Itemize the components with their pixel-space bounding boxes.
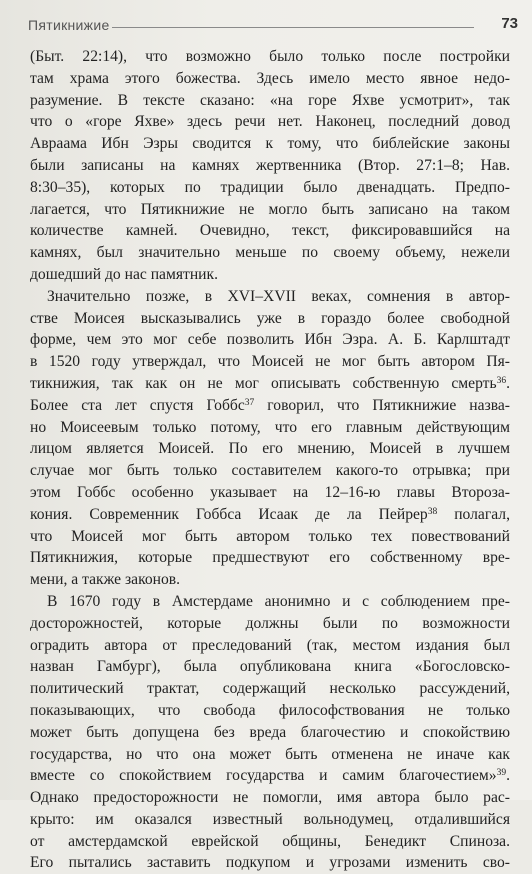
text-line <box>30 656 510 678</box>
text-line <box>30 308 510 330</box>
text-line-content: в 1520 году утверждал, что Моисей не мог быть автором Пя- <box>30 353 510 371</box>
text-line-content: Более ста лет спустя Гоббс <box>30 396 245 414</box>
text-line <box>30 155 510 177</box>
text-line-content: были записаны на камнях жертвенника (Втор. 27:1–8; Нав. <box>30 156 510 174</box>
text-line <box>30 177 510 199</box>
text-line-content: что Моисей мог быть автором только тех повествований <box>30 527 510 545</box>
footnote-marker: 38 <box>427 506 438 517</box>
text-line <box>30 482 510 504</box>
text-line <box>30 526 510 548</box>
text-line <box>30 852 510 874</box>
text-line <box>30 395 510 417</box>
text-line-content: разумение. В тексте сказано: «на горе Яхве усмотрит», так <box>30 91 510 109</box>
text-line-content: (Быт. 22:14), что возможно было только после постройки <box>30 48 510 65</box>
running-title: Пятикнижие <box>28 17 110 33</box>
text-line-content: стве Моисея высказывались уже в гораздо более свободной <box>30 309 510 327</box>
text-line-content: вместе со спокойствием государства и самим благочестием» <box>30 767 497 785</box>
page-number: 73 <box>501 15 518 32</box>
text-line <box>30 569 510 591</box>
text-line <box>30 264 510 286</box>
text-line <box>30 831 510 853</box>
text-line <box>30 220 510 242</box>
text-line <box>30 765 510 787</box>
text-line-content: камнях, был значительно меньше по своему объему, нежели <box>30 244 510 262</box>
text-line <box>30 678 510 700</box>
text-line-content: государства, но что она может быть отменена не иначе как <box>30 745 510 763</box>
text-line-content: мени, а также законов. <box>30 571 181 589</box>
footnote-marker: 36 <box>496 375 507 386</box>
text-line-content: Пятикнижия, которые предшествуют его собственному вре- <box>30 549 510 567</box>
text-line <box>30 635 510 657</box>
text-line <box>30 199 510 221</box>
text-line <box>30 46 510 68</box>
text-line <box>30 787 510 809</box>
text-line-content: там храма этого божества. Здесь имело место явное недо- <box>30 69 510 87</box>
text-line <box>30 68 510 90</box>
text-line <box>30 242 510 264</box>
text-line-content: Однако предосторожности не помогли, имя автора было рас- <box>30 789 510 807</box>
text-line <box>30 133 510 155</box>
text-line <box>30 809 510 831</box>
text-line-content: кония. Современник Гоббса Исаак де ла Пейрер <box>30 505 428 523</box>
text-line-content: оградить автора от преследований (так, местом издания был <box>30 636 510 654</box>
text-line-content: этом Гоббс особенно указывает на 12–16-ю главы Второза- <box>30 483 510 501</box>
running-header <box>28 17 518 39</box>
text-line-continuation: полагал, <box>437 505 510 523</box>
text-line <box>30 700 510 722</box>
text-line-continuation: . <box>506 767 510 785</box>
text-line-content: случае мог быть только составителем какого-то отрывка; при <box>30 462 510 480</box>
text-line-content: досторожностей, которые должны были по возможности <box>30 614 510 632</box>
footnote-marker: 37 <box>244 397 255 408</box>
text-line-continuation: говорил, что Пятикнижие назва- <box>254 396 510 414</box>
text-line <box>30 111 510 133</box>
text-line-content: крыто: им оказался известный вольнодумец, отдалившийся <box>30 810 510 828</box>
text-line <box>30 286 510 308</box>
text-line <box>30 329 510 351</box>
text-line-content: форме, чем это мог себе позволить Ибн Эзра. А. Б. Карлштадт <box>30 331 510 349</box>
text-line <box>30 438 510 460</box>
text-line-content: дошедший до нас памятник. <box>30 265 218 283</box>
text-line-content: политический трактат, содержащий несколько рассуждений, <box>30 680 510 698</box>
text-line <box>30 460 510 482</box>
text-line <box>30 417 510 439</box>
text-line <box>30 591 510 613</box>
text-line <box>30 613 510 635</box>
text-line <box>30 90 510 112</box>
text-line-content: что о «горе Яхве» здесь речи нет. Наконец, последний довод <box>30 113 510 131</box>
text-line <box>30 744 510 766</box>
text-line-content: Его пытались заставить подкупом и угрозами изменить сво- <box>30 854 510 872</box>
text-line-content: но Моисеевым только потому, что его главным действующим <box>30 418 510 436</box>
text-line <box>30 547 510 569</box>
text-line-content: Значительно позже, в XVI–XVII веках, сомнения в автор- <box>47 287 510 305</box>
text-line-content: назван Гамбург), была опубликована книга «Богословско- <box>30 658 510 676</box>
text-line-continuation: . <box>506 374 510 392</box>
text-line-content: количестве камней. Очевидно, текст, фиксировавшийся на <box>30 222 510 240</box>
body-text <box>30 46 510 874</box>
text-line <box>30 373 510 395</box>
text-line-content: 8:30–35), которых по традиции было двенадцать. Предпо- <box>30 178 510 196</box>
text-line-content: показывающих, что свобода философствования не только <box>30 701 510 719</box>
text-line-content: Авраама Ибн Эзры сводится к тому, что библейские законы <box>30 135 510 153</box>
header-rule <box>112 27 474 28</box>
footnote-marker: 39 <box>496 768 507 779</box>
text-line-content: В 1670 году в Амстердаме анонимно и с соблюдением пре- <box>47 592 510 610</box>
text-line-content: тикнижия, так как он не мог описывать собственную смерть <box>30 374 497 392</box>
text-line <box>30 722 510 744</box>
text-line-content: лагается, что Пятикнижие не могло быть записано на таком <box>30 200 510 218</box>
text-line <box>30 504 510 526</box>
text-line-content: может быть допущена без вреда благочестию и спокойствию <box>30 723 510 741</box>
text-line-content: от амстердамской еврейской общины, Бенедикт Спиноза. <box>30 832 510 850</box>
text-line <box>30 351 510 373</box>
text-line-content: лицом является Моисей. По его мнению, Моисей в лучшем <box>30 440 510 458</box>
